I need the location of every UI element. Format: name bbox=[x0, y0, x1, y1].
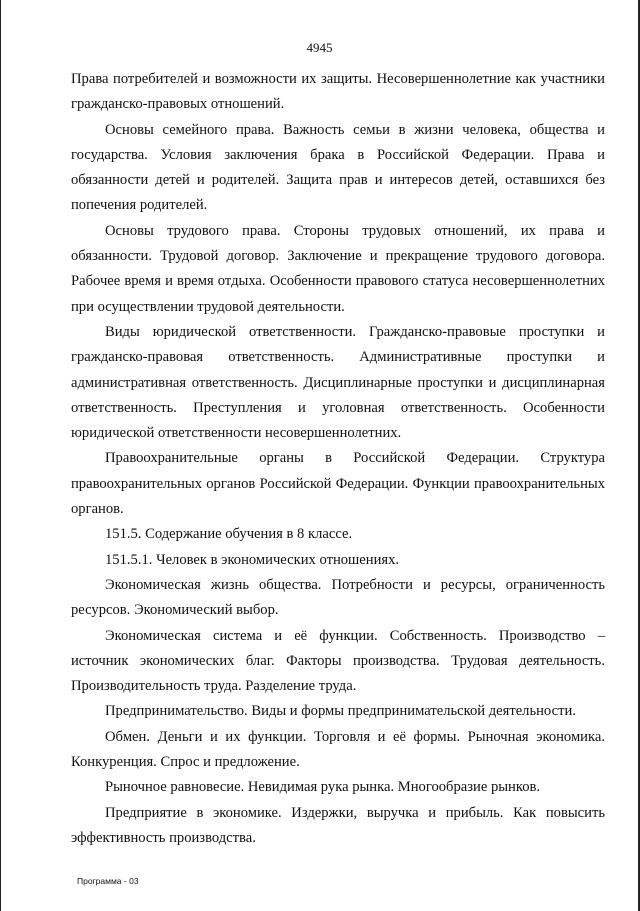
paragraph: Предпринимательство. Виды и формы предпринимательской деятельности. bbox=[105, 703, 576, 720]
paragraph: Предприятие в экономике. Издержки, выручка и прибыль. Как повысить эффективность производства. bbox=[71, 804, 605, 846]
paragraph: Правоохранительные органы в Российской Федерации. Структура правоохранительных органов Российской Федерации. Функции правоохранительных органов. bbox=[71, 450, 605, 518]
paragraph: Основы семейного права. Важность семьи в жизни человека, общества и государства. Условия заключения брака в Российской Федерации. Права и обязанности детей и родителей. Защита прав и интересов детей, оставшихся без попечения родителей. bbox=[71, 121, 605, 214]
paragraph: Основы трудового права. Стороны трудовых отношений, их права и обязанности. Трудовой договор. Заключение и прекращение трудового договора. Рабочее время и время отдыха. Особенности правового статуса несовершеннолетних при осуществлении трудовой деятельности. bbox=[71, 222, 605, 315]
paragraph: Рыночное равновесие. Невидимая рука рынка. Многообразие рынков. bbox=[105, 779, 541, 796]
paragraph: Экономическая система и её функции. Собственность. Производство – источник экономических благ. Факторы производства. Трудовая деятельность. Производительность труда. Разделение труда. bbox=[71, 627, 605, 695]
paragraph: Виды юридической ответственности. Гражданско-правовые проступки и гражданско-правовая ответственность. Административные проступки и административная ответственность. Дисциплинарные проступки и дисциплинарная ответственность. Преступления и уголовная ответственность. Особенности юридической ответственности несовершеннолетних. bbox=[71, 323, 605, 442]
subsection-heading: 151.5.1. Человек в экономических отношениях. bbox=[105, 551, 400, 568]
document-body bbox=[71, 67, 605, 851]
paragraph: Экономическая жизнь общества. Потребности и ресурсы, ограниченность ресурсов. Экономический выбор. bbox=[71, 576, 605, 619]
paragraph: Обмен. Деньги и их функции. Торговля и её формы. Рыночная экономика. Конкуренция. Спрос и предложение. bbox=[71, 728, 605, 771]
paragraph: Права потребителей и возможности их защиты. Несовершеннолетние как участники гражданско-правовых отношений. bbox=[71, 71, 605, 113]
footer-label: Программа - 03 bbox=[77, 876, 139, 886]
section-heading: 151.5. Содержание обучения в 8 классе. bbox=[105, 526, 353, 543]
page-number: 4945 bbox=[306, 40, 333, 55]
